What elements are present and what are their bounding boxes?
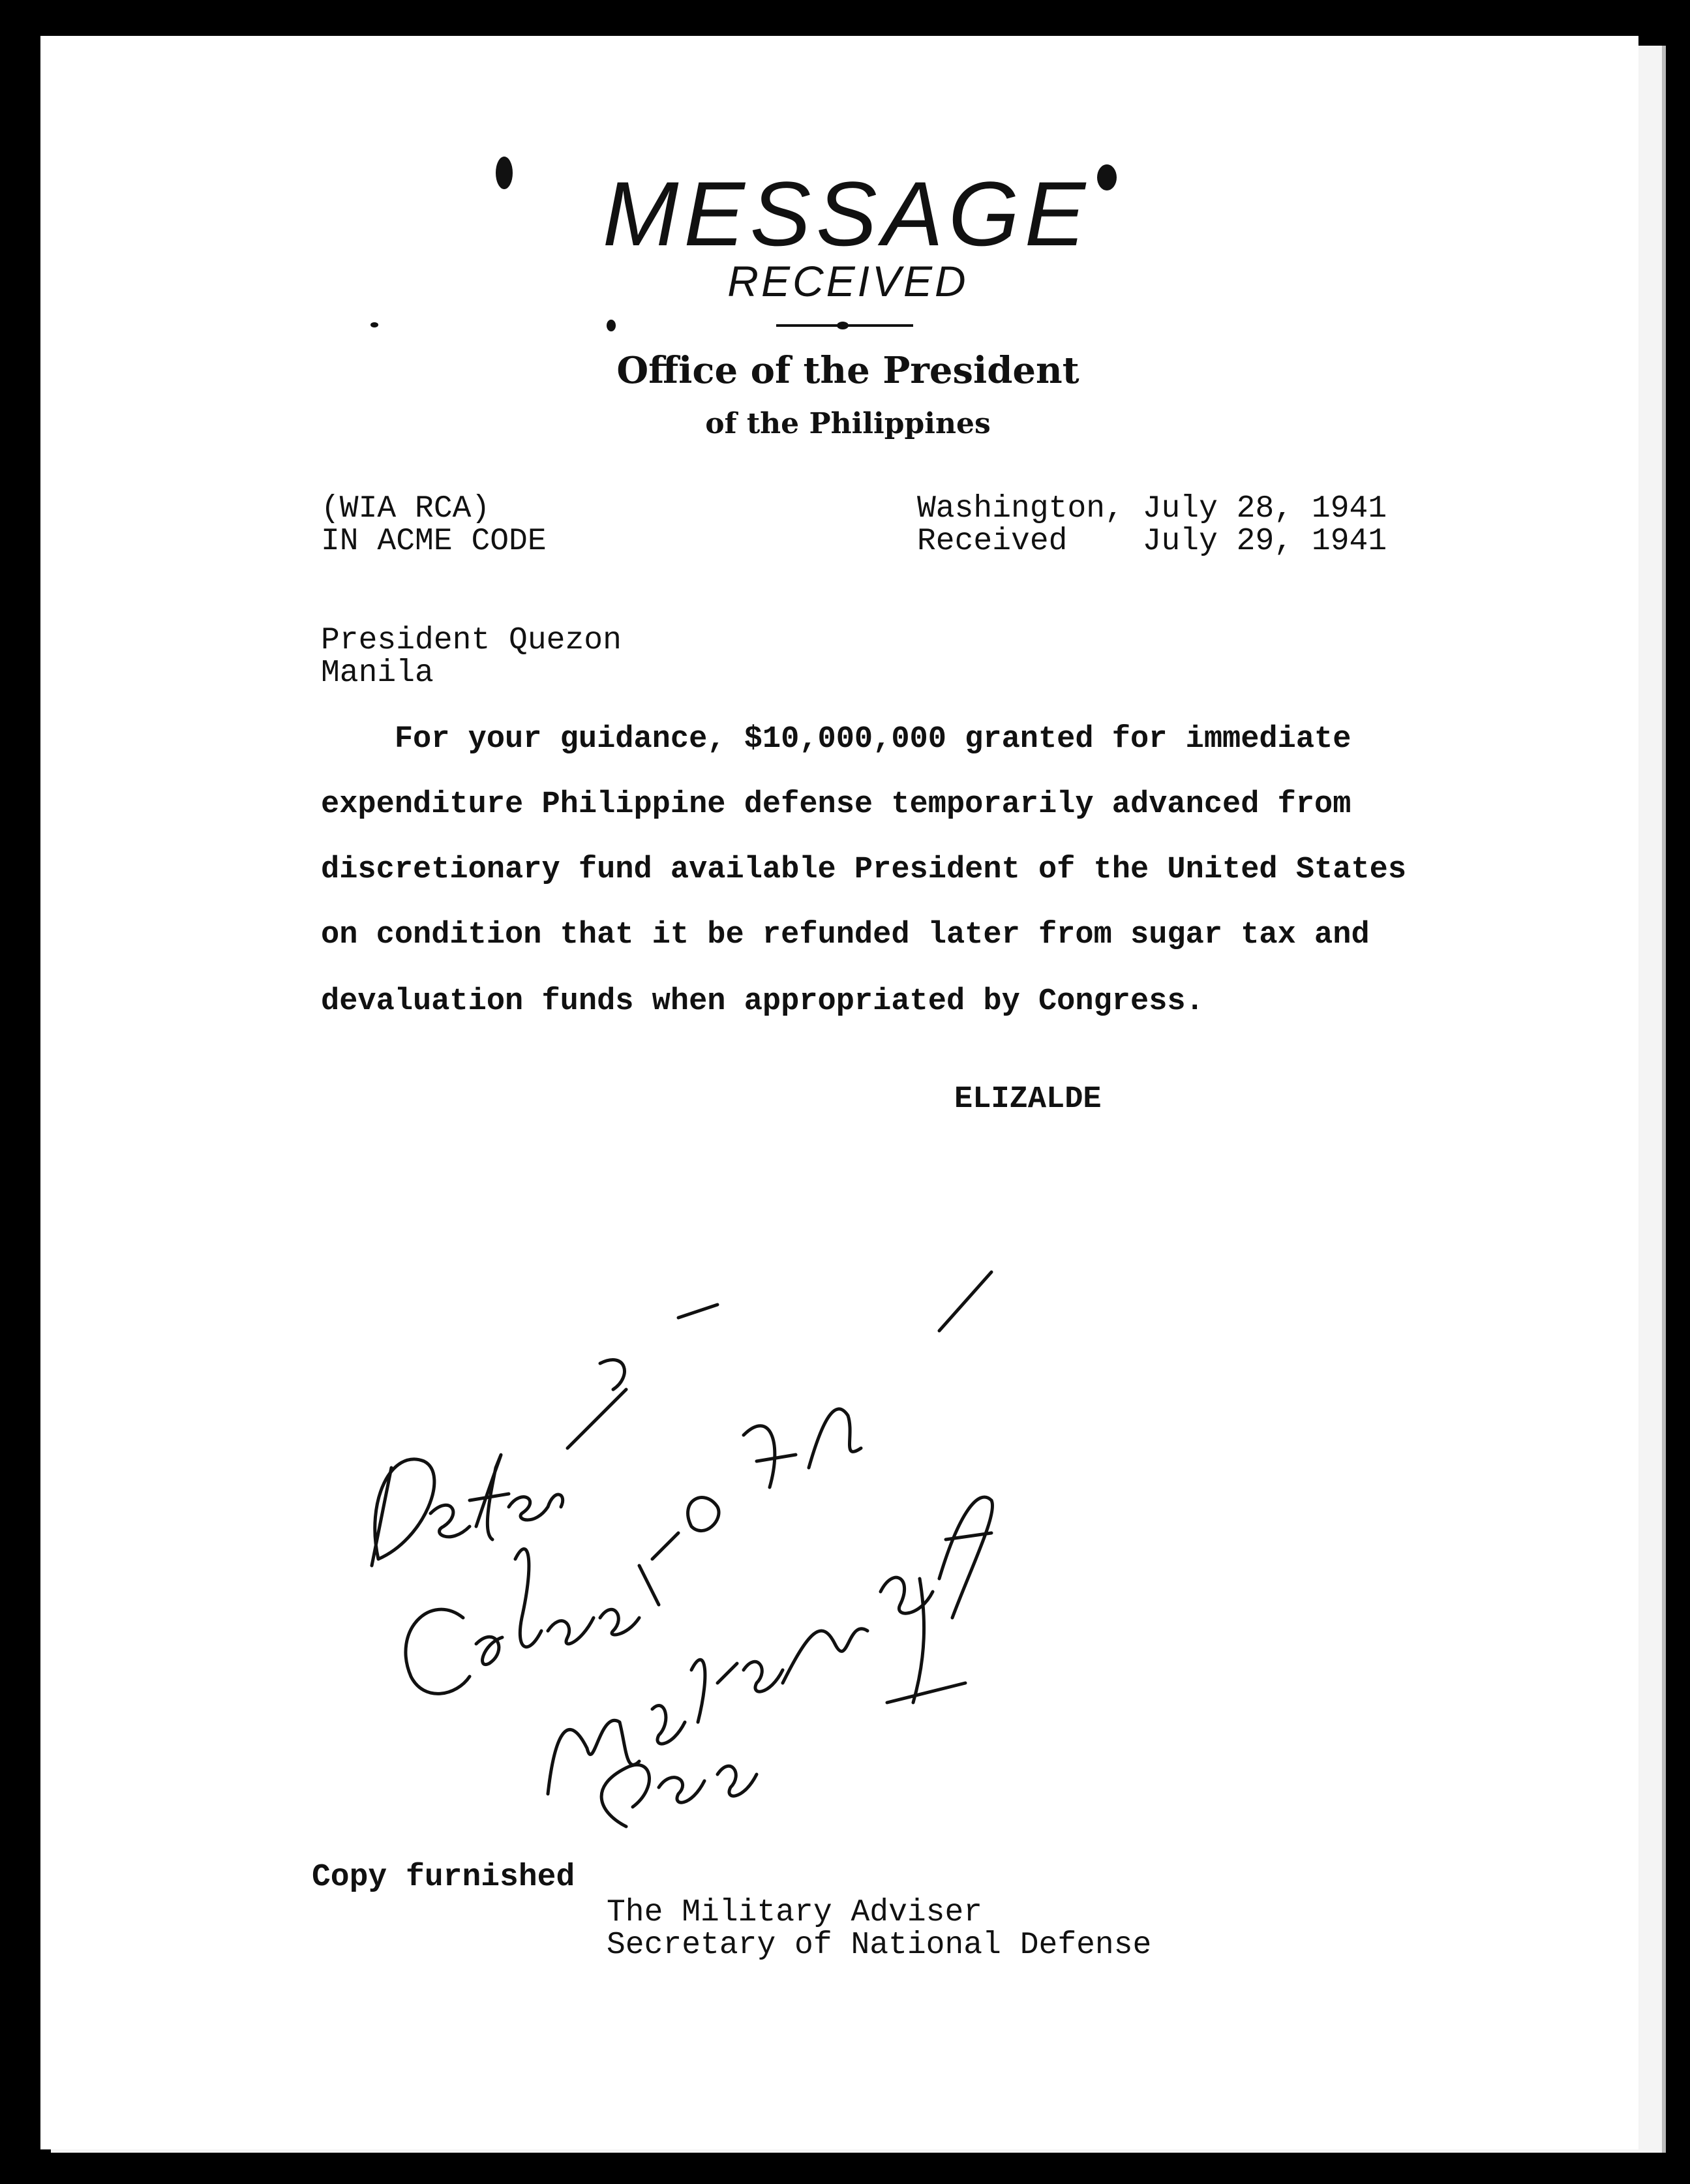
ink-blot — [607, 320, 616, 331]
copy-recipient: The Military Adviser — [607, 1895, 983, 1930]
addressee: President Quezon — [321, 623, 622, 658]
message-title: MESSAGE — [602, 162, 1091, 265]
body-line: devaluation funds when appropriated by Congress. — [321, 984, 1204, 1019]
code-line: IN ACME CODE — [321, 524, 547, 559]
body-line: expenditure Philippine defense temporarily advanced from — [321, 787, 1351, 822]
signature: ELIZALDE — [954, 1082, 1102, 1117]
copy-furnished-label: Copy furnished — [312, 1860, 575, 1895]
handwritten-note — [352, 1252, 1070, 1840]
ink-blot — [496, 157, 513, 189]
sent-date: Washington, July 28, 1941 — [917, 491, 1387, 526]
copy-recipient: Secretary of National Defense — [607, 1928, 1152, 1963]
ink-blot — [370, 322, 378, 327]
office-subline: of the Philippines — [705, 407, 991, 440]
routing-line: (WIA RCA) — [321, 491, 490, 526]
body-line: discretionary fund available President of the United States — [321, 853, 1407, 887]
address-city: Manila — [321, 656, 434, 691]
body-line: on condition that it be refunded later from sugar tax and — [321, 918, 1370, 952]
office-line: Office of the President — [616, 349, 1079, 392]
body-line: For your guidance, $10,000,000 granted for immediate — [321, 722, 1351, 757]
received-date: Received July 29, 1941 — [917, 524, 1387, 559]
received-subtitle: RECEIVED — [727, 257, 969, 305]
header-rule-ornament — [837, 322, 849, 329]
